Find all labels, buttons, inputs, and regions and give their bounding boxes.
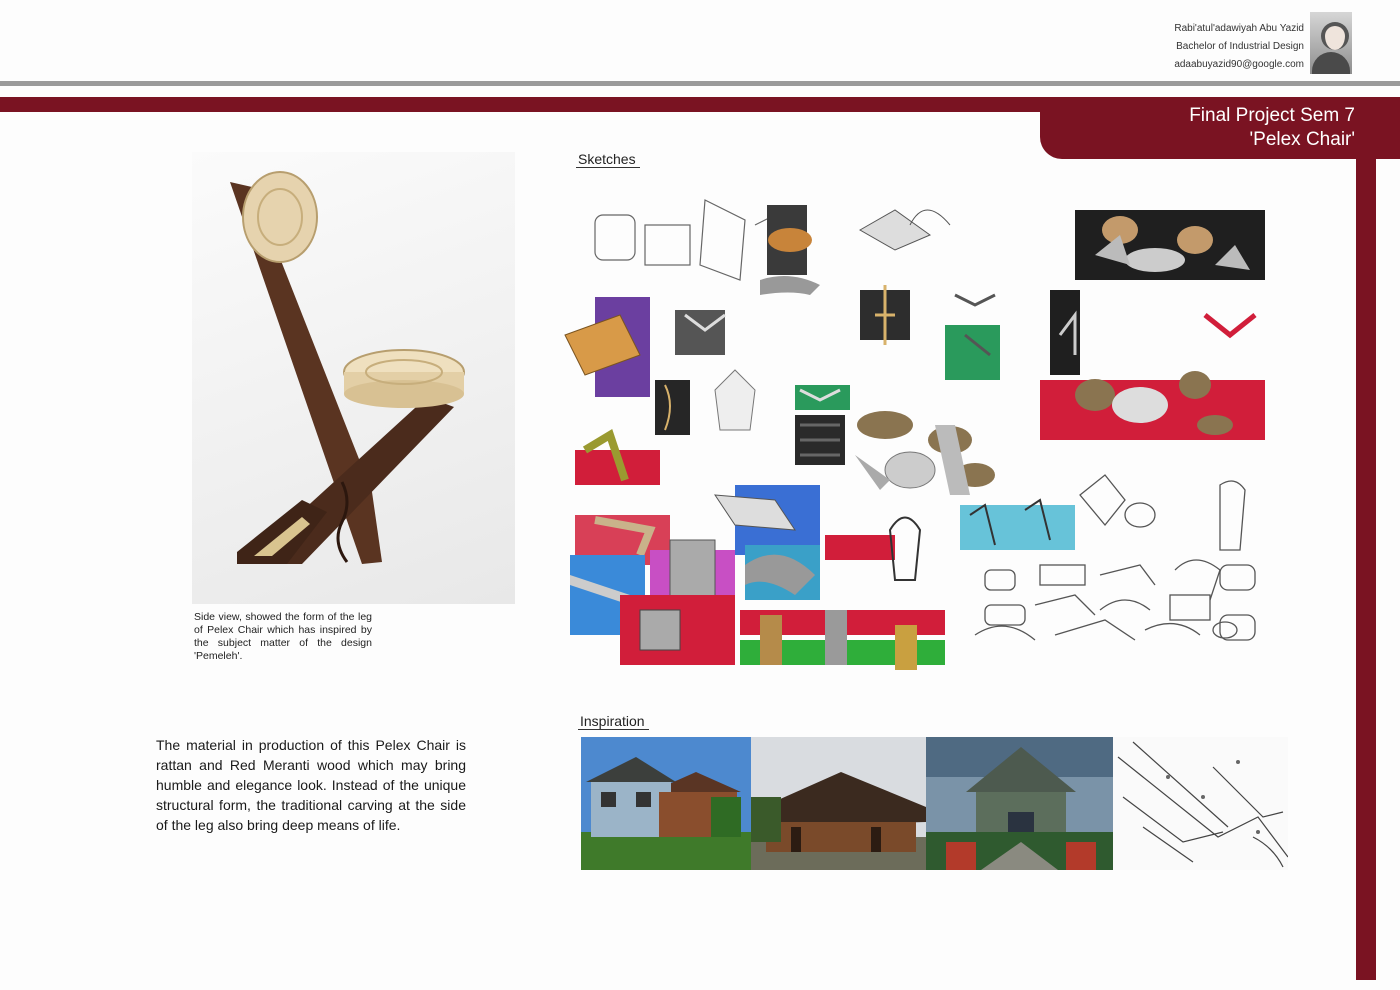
author-email: adaabuyazid90@google.com xyxy=(1174,59,1304,70)
author-degree: Bachelor of Industrial Design xyxy=(1176,41,1304,52)
project-title xyxy=(1189,104,1355,152)
sketches-collage xyxy=(555,185,1275,685)
project-title-line2: 'Pelex Chair' xyxy=(1249,129,1355,150)
chair-photo xyxy=(192,152,515,604)
author-info xyxy=(1174,20,1304,74)
inspiration-palace-photo xyxy=(926,737,1113,870)
description-text: The material in production of this Pelex Chair is rattan and Red Meranti wood which may bring humble and elegance look. Instead of the unique structural form, the traditional carving at the side of the leg also bring deep means of life. xyxy=(156,737,466,833)
project-title-line1: Final Project Sem 7 xyxy=(1189,105,1355,126)
avatar xyxy=(1310,12,1352,74)
sketches-heading: Sketches xyxy=(576,151,640,168)
side-stripe xyxy=(1356,150,1376,980)
photo-caption: Side view, showed the form of the leg of Pelex Chair which has inspired by the subject matter of the design 'Pemeleh'. xyxy=(194,611,372,662)
header-divider xyxy=(0,81,1400,86)
inspiration-roof-photo xyxy=(751,737,926,870)
inspiration-heading: Inspiration xyxy=(578,713,649,730)
inspiration-house-photo xyxy=(581,737,751,870)
inspiration-roof-diagram xyxy=(1113,737,1288,870)
author-name: Rabi'atul'adawiyah Abu Yazid xyxy=(1174,23,1304,34)
